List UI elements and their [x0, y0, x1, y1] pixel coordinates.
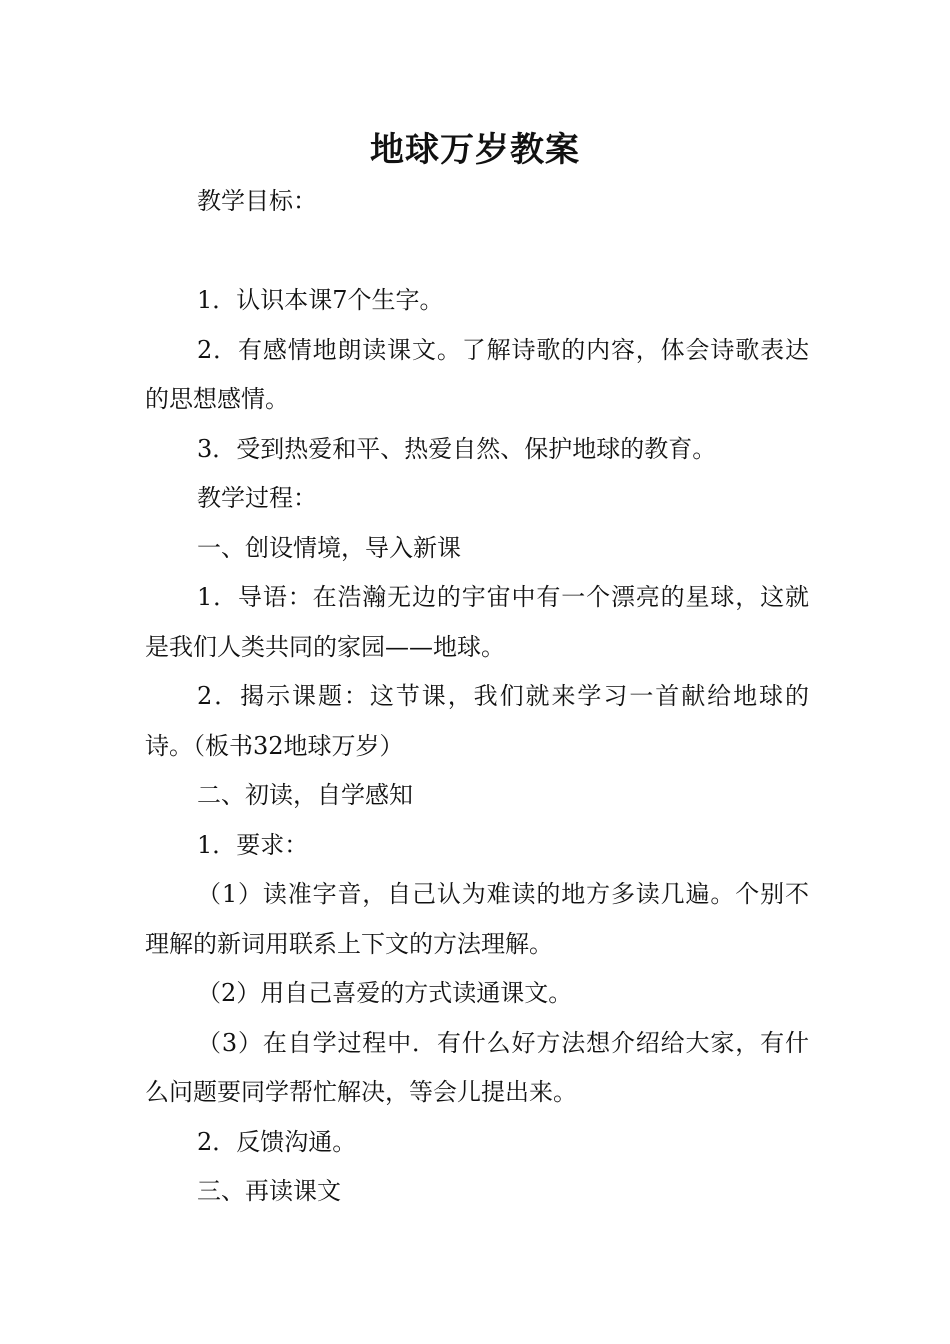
step-item: 2．揭示课题：这节课，我们就来学习一首献给地球的诗。（板书32地球万岁）: [145, 682, 809, 760]
step-heading: 三、再读课文: [197, 1177, 341, 1205]
objective-item: 1．认识本课7个生字。: [197, 286, 444, 314]
objective-item: 2．有感情地朗读课文。了解诗歌的内容，体会诗歌表达的思想感情。: [145, 335, 809, 413]
step-item: 1．导语：在浩瀚无边的宇宙中有一个漂亮的星球，这就是我们人类共同的家园——地球。: [145, 583, 809, 661]
step-item: 2．反馈沟通。: [197, 1127, 357, 1156]
sub-step-item: （2）用自己喜爱的方式读通课文。: [197, 979, 573, 1007]
section-heading-process: 教学过程：: [197, 484, 317, 512]
document-body: [145, 177, 809, 1217]
step-heading: 二、初读，自学感知: [197, 781, 413, 809]
sub-step-item: （3）在自学过程中．有什么好方法想介绍给大家，有什么问题要同学帮忙解决，等会儿提出来。: [145, 1028, 809, 1106]
sub-step-item: （1）读准字音，自己认为难读的地方多读几遍。个别不理解的新词用联系上下文的方法理解。: [145, 880, 809, 958]
objective-item: 3．受到热爱和平、热爱自然、保护地球的教育。: [197, 434, 717, 463]
step-heading: 一、创设情境，导入新课: [197, 533, 461, 562]
document-title: 地球万岁教案: [370, 130, 580, 170]
section-heading-objectives: 教学目标：: [197, 187, 317, 215]
step-item: 1．要求：: [197, 830, 309, 859]
